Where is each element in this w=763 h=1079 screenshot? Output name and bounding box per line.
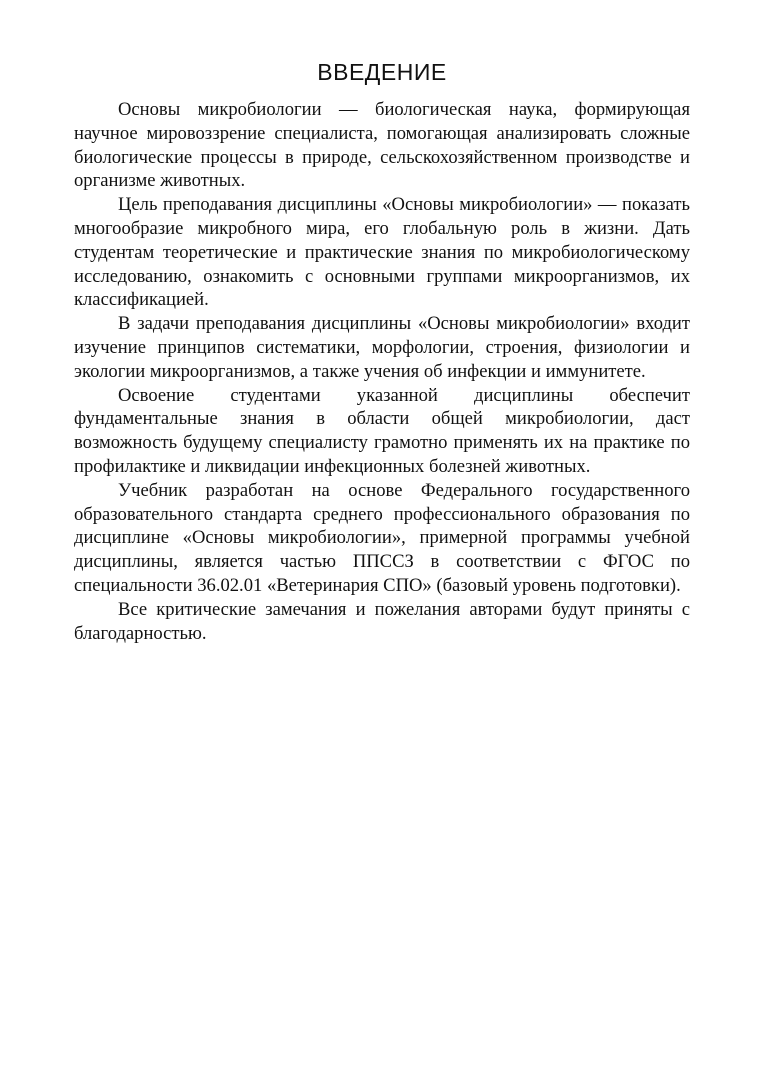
paragraph-4: Освоение студентами указанной дисциплины обеспечит фундаментальные знания в области общей микробиологии, даст возможность будущему специалисту грамотно применять их на практике по профилактике и ликвидации инфекционных болезней животных. xyxy=(74,384,690,477)
document-page xyxy=(74,58,690,645)
paragraph-5: Учебник разработан на основе Федерального государственного образовательного стандарта среднего профессионального образования по дисциплине «Основы микробиологии», примерной программы учебной дисциплины, является частью ППССЗ в соответствии с ФГОС по специальности 36.02.01 «Ветеринария СПО» (базовый уровень подготовки). xyxy=(74,479,690,596)
paragraph-6: Все критические замечания и пожелания авторами будут приняты с благодарностью. xyxy=(74,598,690,644)
paragraph-2: Цель преподавания дисциплины «Основы микробиологии» — показать многообразие микробного мира, его глобальную роль в жизни. Дать студентам теоретические и практические знания по микробиологическому исследованию, ознакомить с основными группами микроорганизмов, их классификацией. xyxy=(74,194,690,311)
paragraph-1: Основы микробиологии — биологическая наука, формирующая научное мировоззрение специалиста, помогающая анализировать сложные биологические процессы в природе, сельскохозяйственном производстве и организме животных. xyxy=(74,99,690,192)
page-title: ВВЕДЕНИЕ xyxy=(317,59,447,85)
paragraph-3: В задачи преподавания дисциплины «Основы микробиологии» входит изучение принципов систематики, морфологии, строения, физиологии и экологии микроорганизмов, а также учения об инфекции и иммунитете. xyxy=(74,313,690,382)
